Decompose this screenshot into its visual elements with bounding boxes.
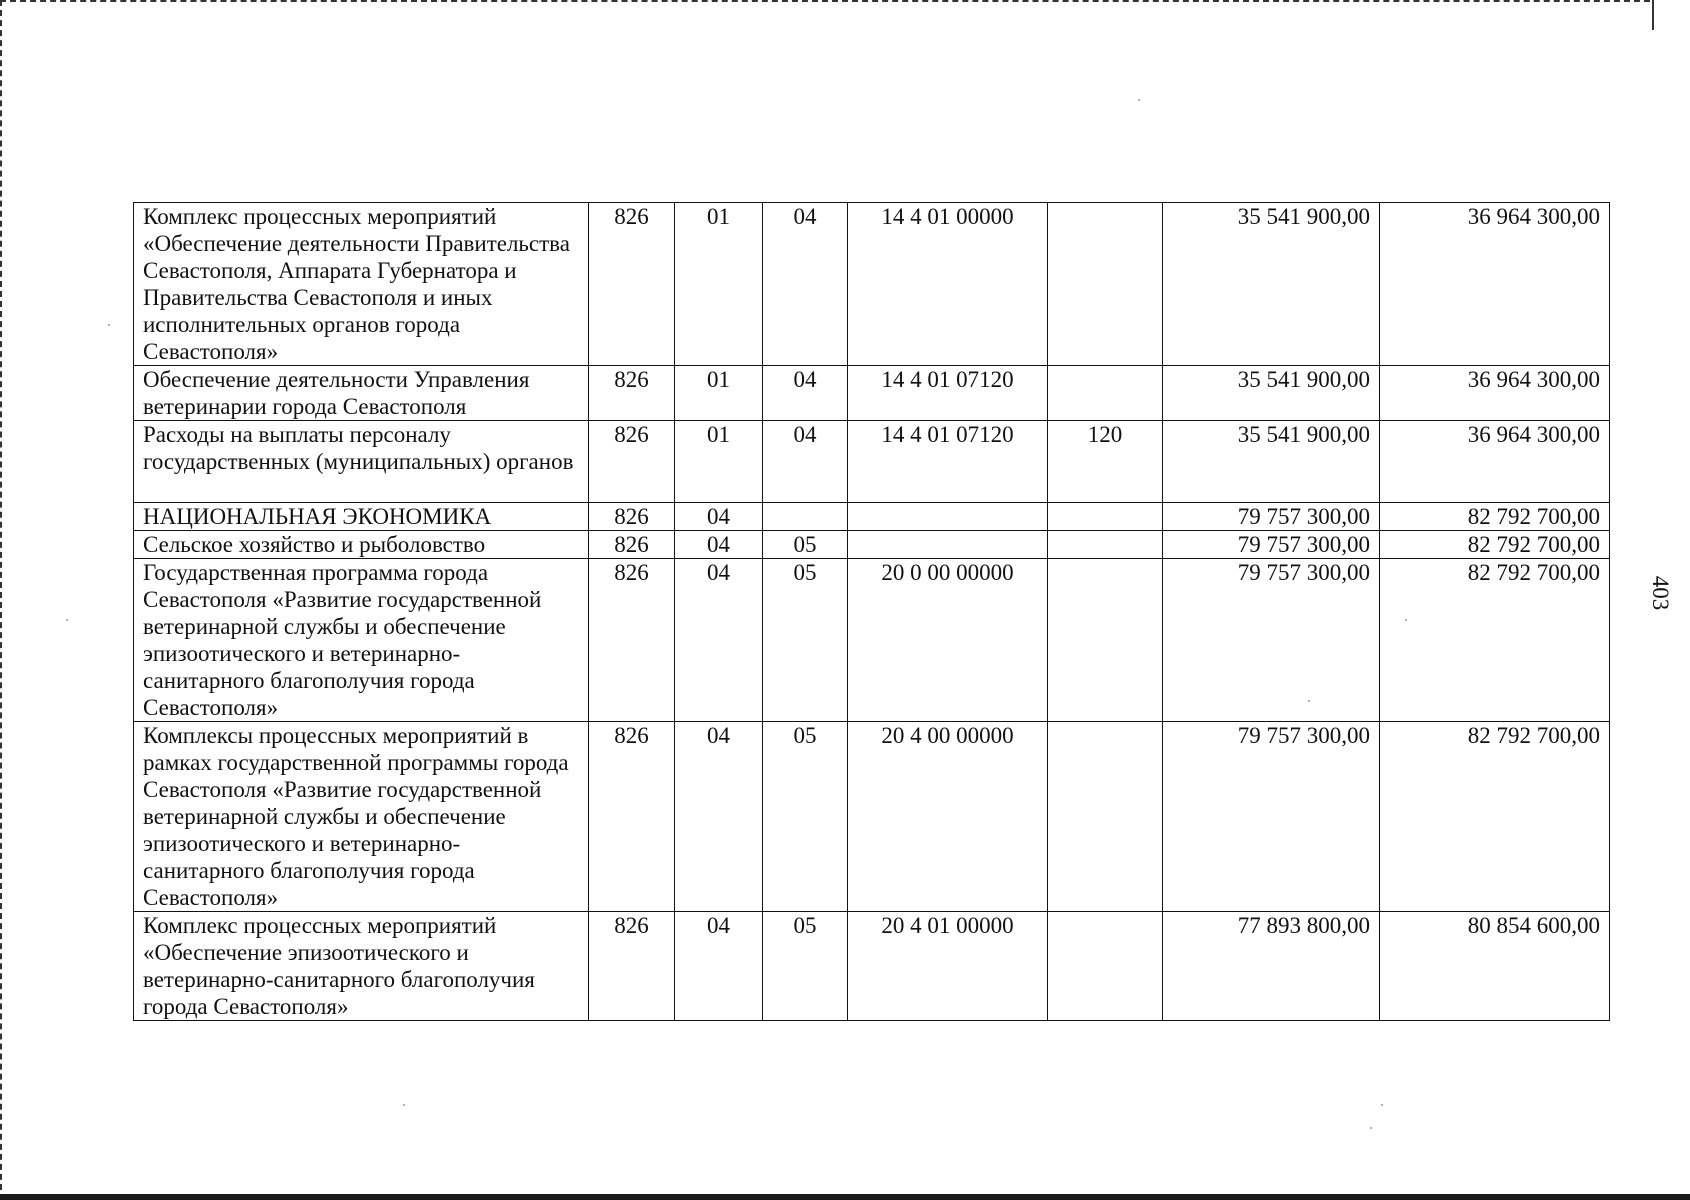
expense-type-code bbox=[1048, 203, 1163, 366]
subsection-code: 04 bbox=[763, 421, 848, 503]
grbs-code: 826 bbox=[589, 366, 675, 421]
target-article-code: 20 4 01 00000 bbox=[848, 912, 1048, 1021]
grbs-code: 826 bbox=[589, 421, 675, 503]
target-article-code: 20 4 00 00000 bbox=[848, 722, 1048, 912]
table-row bbox=[134, 531, 1610, 559]
amount-second-year: 82 792 700,00 bbox=[1380, 722, 1610, 912]
row-name: Расходы на выплаты персоналу государственных (муниципальных) органов bbox=[134, 421, 589, 503]
expense-type-code bbox=[1048, 722, 1163, 912]
expense-type-code bbox=[1048, 531, 1163, 559]
row-name: Обеспечение деятельности Управления ветеринарии города Севастополя bbox=[134, 366, 589, 421]
section-code: 04 bbox=[675, 503, 763, 531]
grbs-code: 826 bbox=[589, 531, 675, 559]
amount-first-year: 79 757 300,00 bbox=[1163, 722, 1380, 912]
amount-second-year: 36 964 300,00 bbox=[1380, 421, 1610, 503]
table-row bbox=[134, 203, 1610, 366]
table-row bbox=[134, 722, 1610, 912]
section-code: 04 bbox=[675, 912, 763, 1021]
expense-type-code bbox=[1048, 503, 1163, 531]
scan-edge-bottom bbox=[0, 1194, 1690, 1200]
section-code: 04 bbox=[675, 531, 763, 559]
scan-speck bbox=[1381, 1104, 1383, 1106]
target-article-code: 14 4 01 07120 bbox=[848, 366, 1048, 421]
scan-edge-right bbox=[1652, 0, 1654, 30]
amount-first-year: 79 757 300,00 bbox=[1163, 531, 1380, 559]
table-row bbox=[134, 366, 1610, 421]
grbs-code: 826 bbox=[589, 203, 675, 366]
subsection-code: 05 bbox=[763, 559, 848, 722]
row-name: Комплекс процессных мероприятий «Обеспечение деятельности Правительства Севастополя, Аппарата Губернатора и Правительства Севастополя и иных исполнительных органов города Севастополя» bbox=[134, 203, 589, 366]
page-number: 403 bbox=[1648, 575, 1673, 611]
subsection-code: 05 bbox=[763, 912, 848, 1021]
amount-first-year: 35 541 900,00 bbox=[1163, 366, 1380, 421]
scan-speck bbox=[66, 619, 68, 621]
grbs-code: 826 bbox=[589, 722, 675, 912]
section-code: 04 bbox=[675, 722, 763, 912]
amount-second-year: 82 792 700,00 bbox=[1380, 503, 1610, 531]
target-article-code bbox=[848, 531, 1048, 559]
section-code: 01 bbox=[675, 203, 763, 366]
subsection-code: 04 bbox=[763, 366, 848, 421]
budget-table bbox=[133, 202, 1610, 1021]
amount-second-year: 82 792 700,00 bbox=[1380, 531, 1610, 559]
scan-speck bbox=[1370, 1127, 1372, 1129]
scan-edge-left bbox=[0, 0, 2, 1200]
target-article-code: 14 4 01 07120 bbox=[848, 421, 1048, 503]
section-code: 01 bbox=[675, 366, 763, 421]
expense-type-code bbox=[1048, 912, 1163, 1021]
row-name: Государственная программа города Севастополя «Развитие государственной ветеринарной службы и обеспечение эпизоотического и ветеринарно-санитарного благополучия города Севастополя» bbox=[134, 559, 589, 722]
subsection-code bbox=[763, 503, 848, 531]
scan-speck bbox=[403, 1104, 405, 1106]
amount-second-year: 80 854 600,00 bbox=[1380, 912, 1610, 1021]
expense-type-code: 120 bbox=[1048, 421, 1163, 503]
table-row bbox=[134, 503, 1610, 531]
target-article-code bbox=[848, 503, 1048, 531]
row-name: Комплекс процессных мероприятий «Обеспечение эпизоотического и ветеринарно-санитарного благополучия города Севастополя» bbox=[134, 912, 589, 1021]
section-code: 04 bbox=[675, 559, 763, 722]
amount-first-year: 35 541 900,00 bbox=[1163, 421, 1380, 503]
target-article-code: 14 4 01 00000 bbox=[848, 203, 1048, 366]
expense-type-code bbox=[1048, 559, 1163, 722]
row-name: НАЦИОНАЛЬНАЯ ЭКОНОМИКА bbox=[134, 503, 589, 531]
target-article-code: 20 0 00 00000 bbox=[848, 559, 1048, 722]
subsection-code: 05 bbox=[763, 531, 848, 559]
amount-first-year: 79 757 300,00 bbox=[1163, 503, 1380, 531]
amount-second-year: 36 964 300,00 bbox=[1380, 203, 1610, 366]
scan-speck bbox=[108, 324, 110, 326]
expense-type-code bbox=[1048, 366, 1163, 421]
grbs-code: 826 bbox=[589, 503, 675, 531]
table-row bbox=[134, 559, 1610, 722]
section-code: 01 bbox=[675, 421, 763, 503]
subsection-code: 05 bbox=[763, 722, 848, 912]
table-row bbox=[134, 912, 1610, 1021]
amount-first-year: 77 893 800,00 bbox=[1163, 912, 1380, 1021]
amount-first-year: 35 541 900,00 bbox=[1163, 203, 1380, 366]
subsection-code: 04 bbox=[763, 203, 848, 366]
grbs-code: 826 bbox=[589, 912, 675, 1021]
row-name: Сельское хозяйство и рыболовство bbox=[134, 531, 589, 559]
grbs-code: 826 bbox=[589, 559, 675, 722]
amount-second-year: 36 964 300,00 bbox=[1380, 366, 1610, 421]
scan-edge-top bbox=[0, 0, 1650, 2]
scan-speck bbox=[1138, 99, 1140, 101]
amount-second-year: 82 792 700,00 bbox=[1380, 559, 1610, 722]
row-name: Комплексы процессных мероприятий в рамках государственной программы города Севастополя «Развитие государственной ветеринарной службы и обеспечение эпизоотического и ветеринарно-санитарного благополучия города Севастополя» bbox=[134, 722, 589, 912]
amount-first-year: 79 757 300,00 bbox=[1163, 559, 1380, 722]
table-row bbox=[134, 421, 1610, 503]
